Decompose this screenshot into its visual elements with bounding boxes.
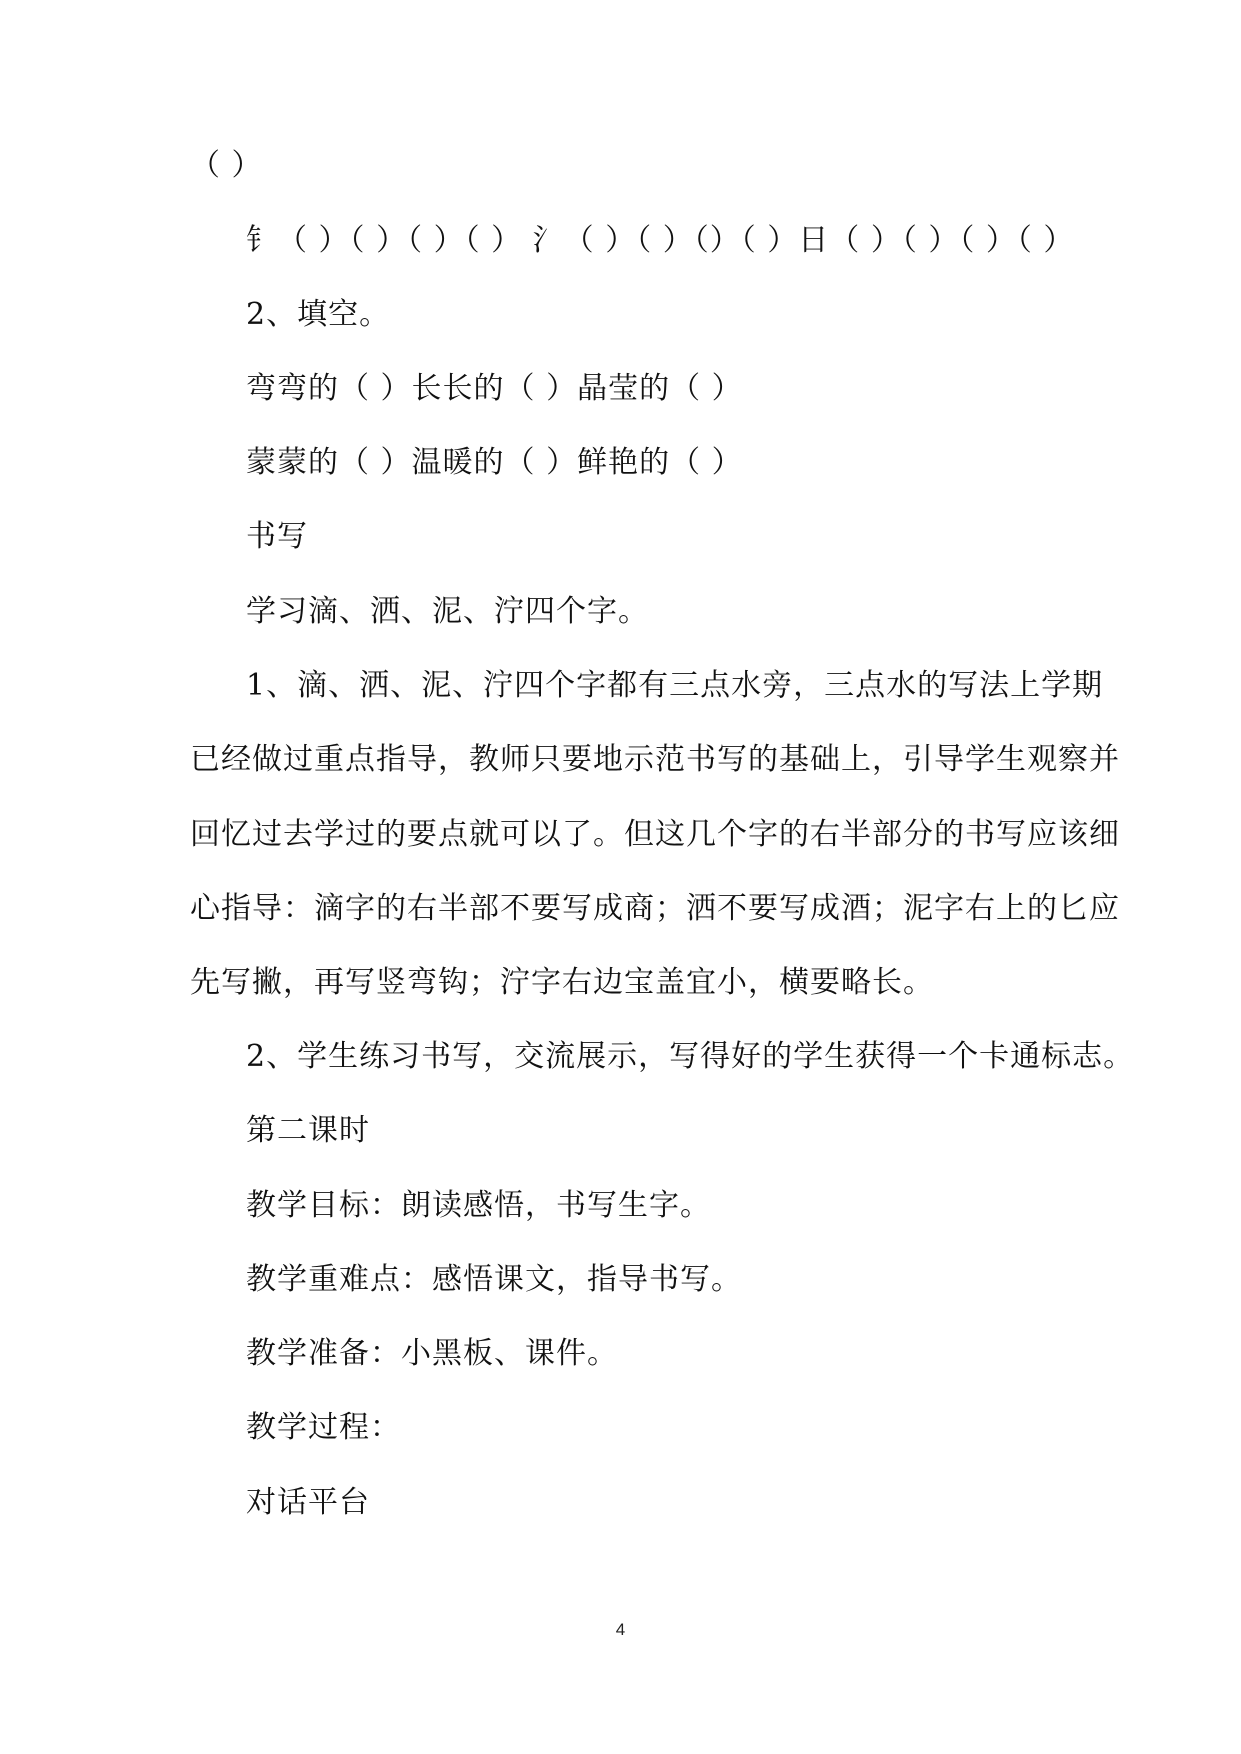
text-line-teaching-process: 教学过程： xyxy=(246,1410,401,1445)
text-line-learn-characters: 学习滴、洒、泥、泞四个字。 xyxy=(246,594,649,629)
text-line-teaching-goal: 教学目标：朗读感悟，书写生字。 xyxy=(246,1188,711,1223)
text-line-paragraph-1-line-1: 1、滴、洒、泥、泞四个字都有三点水旁，三点水的写法上学期 xyxy=(246,668,1104,703)
text-line-paragraph-1-line-2: 已经做过重点指导，教师只要地示范书写的基础上，引导学生观察并 xyxy=(190,742,1120,777)
text-line-preparation: 教学准备：小黑板、课件。 xyxy=(246,1336,618,1371)
text-line-practice: 2、学生练习书写，交流展示，写得好的学生获得一个卡通标志。 xyxy=(246,1039,1135,1074)
text-line-radicals: 钅（ ）（ ）（ ）（ ） 氵（ ）（ ）（）（ ）日（ ）（ ）（ ）（ ） xyxy=(246,223,1075,258)
text-line-fill-blank-1: 弯弯的（ ）长长的（ ）晶莹的（ ） xyxy=(246,371,743,406)
page-number: 4 xyxy=(615,1620,626,1639)
text-line-paragraph-1-line-3: 回忆过去学过的要点就可以了。但这几个字的右半部分的书写应该细 xyxy=(190,817,1120,852)
text-line-blank-parentheses: （ ） xyxy=(190,148,263,183)
text-line-paragraph-1-line-5: 先写撇，再写竖弯钩；泞字右边宝盖宜小，横要略长。 xyxy=(190,965,934,1000)
text-line-second-lesson: 第二课时 xyxy=(246,1113,370,1148)
text-line-key-difficulty: 教学重难点：感悟课文，指导书写。 xyxy=(246,1262,742,1297)
text-line-dialogue-platform: 对话平台 xyxy=(246,1485,370,1520)
text-line-fill-blank-2: 蒙蒙的（ ）温暖的（ ）鲜艳的（ ） xyxy=(246,445,743,480)
text-line-section-writing: 书写 xyxy=(246,519,308,554)
text-line-paragraph-1-line-4: 心指导：滴字的右半部不要写成商；洒不要写成酒；泥字右上的匕应 xyxy=(190,891,1120,926)
text-line-fill-blank-heading: 2、填空。 xyxy=(246,297,391,332)
